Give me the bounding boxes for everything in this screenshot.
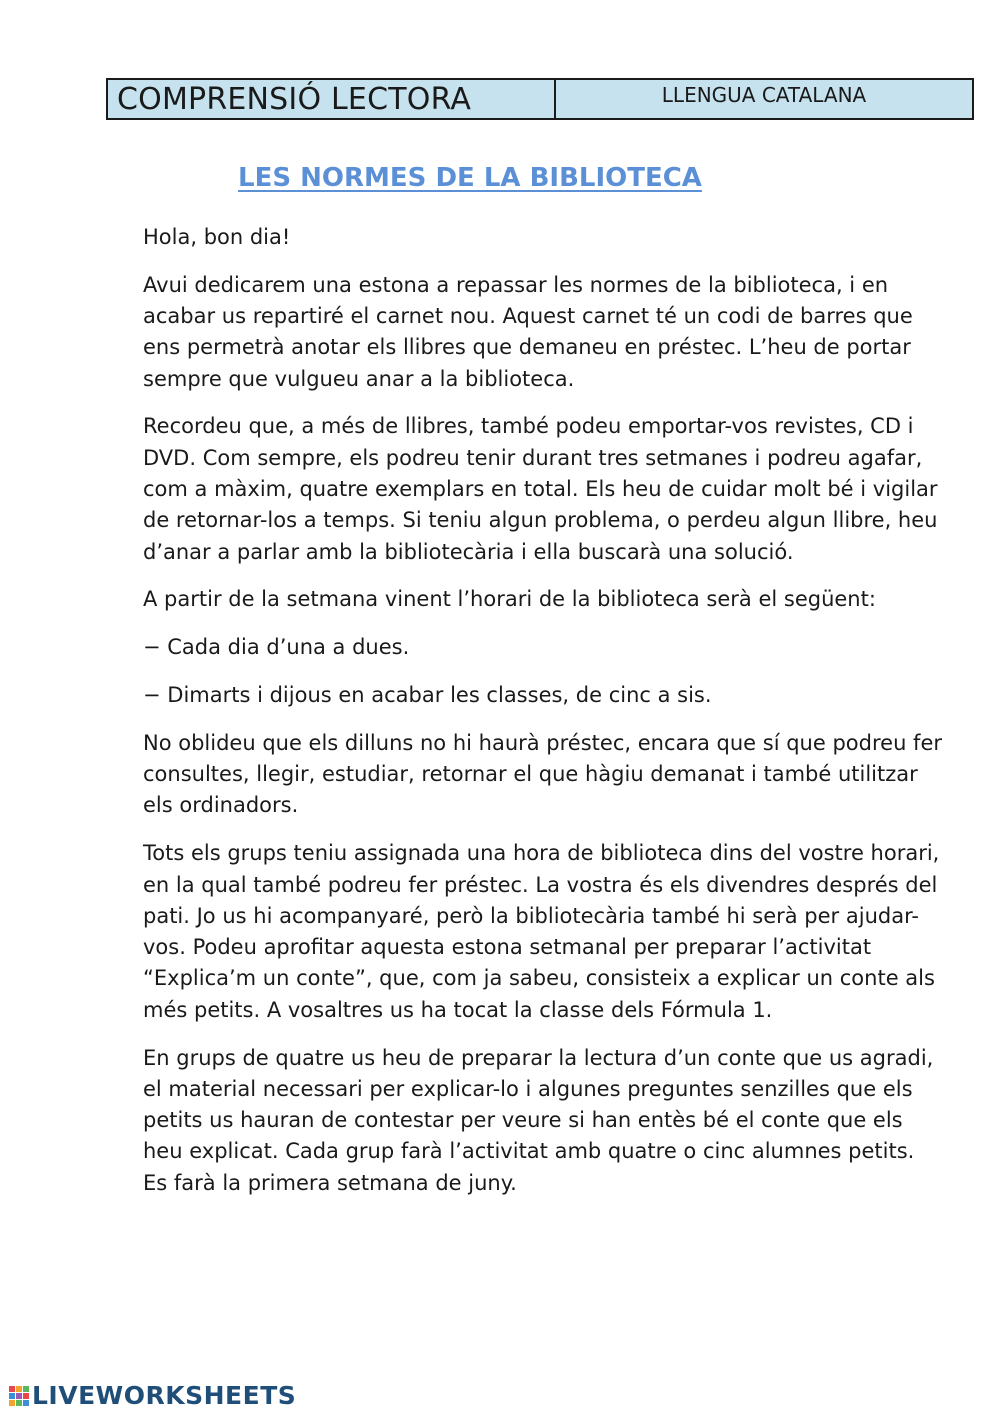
document-title	[0, 163, 940, 193]
liveworksheets-logo-icon	[8, 1384, 30, 1408]
document-title-text: LES NORMES DE LA BIBLIOTECA	[238, 163, 702, 193]
paragraph-loans: Recordeu que, a més de llibres, també podeu emportar-vos revistes, CD i DVD. Com sempre, els podreu tenir durant tres setmanes i podreu agafar, com a màxim, quatre exemplars en total. Els heu de cuidar molt bé i vigilar de retornar-los a temps. Si teniu algun problema, o perdeu algun llibre, heu d’anar a parlar amb la bibliotecària i ella buscarà una solució.	[143, 414, 938, 564]
reading-text	[143, 222, 943, 1216]
liveworksheets-logo	[8, 1381, 296, 1410]
paragraph-mondays: No oblideu que els dilluns no hi haurà préstec, encara que sí que podreu fer consultes, llegir, estudiar, retornar el que hàgiu demanat i també utilitzar els ordinadors.	[143, 730, 942, 818]
paragraph-story-activity: En grups de quatre us heu de preparar la lectura d’un conte que us agradi, el material necessari per explicar-lo i algunes preguntes senzilles que els petits us hauran de contestar per veure si han entès bé el conte que els heu explicat. Cada grup farà l’activitat amb quatre o cinc alumnes petits. Es farà la primera setmana de juny.	[143, 1045, 934, 1195]
schedule-item-tue-thu: − Dimarts i dijous en acabar les classes, de cinc a sis.	[143, 683, 712, 708]
header-subject-label: COMPRENSIÓ LECTORA	[108, 80, 556, 118]
schedule-item-daily: − Cada dia d’una a dues.	[143, 635, 410, 660]
header-table	[106, 78, 974, 120]
paragraph-schedule-intro: A partir de la setmana vinent l’horari de la biblioteca serà el següent:	[143, 587, 876, 612]
paragraph-carnet: Avui dedicarem una estona a repassar les normes de la biblioteca, i en acabar us repartiré el carnet nou. Aquest carnet té un codi de barres que ens permetrà anotar els llibres que demaneu en préstec. L’heu de portar sempre que vulgueu anar a la biblioteca.	[143, 272, 913, 391]
header-course-label: LLENGUA CATALANA	[556, 80, 972, 118]
liveworksheets-logo-text: LIVEWORKSHEETS	[32, 1381, 297, 1410]
paragraph-group-hour: Tots els grups teniu assignada una hora de biblioteca dins del vostre horari, en la qual també podreu fer préstec. La vostra és els divendres després del pati. Jo us hi acompanyaré, però la bibliotecària també hi serà per ajudar-vos. Podeu aprofitar aquesta estona setmanal per preparar l’activitat “Explica’m un conte”, que, com ja sabeu, consisteix a explicar un conte als més petits. A vosaltres us ha tocat la classe dels Fórmula 1.	[143, 841, 940, 1022]
paragraph-greeting: Hola, bon dia!	[143, 225, 291, 249]
